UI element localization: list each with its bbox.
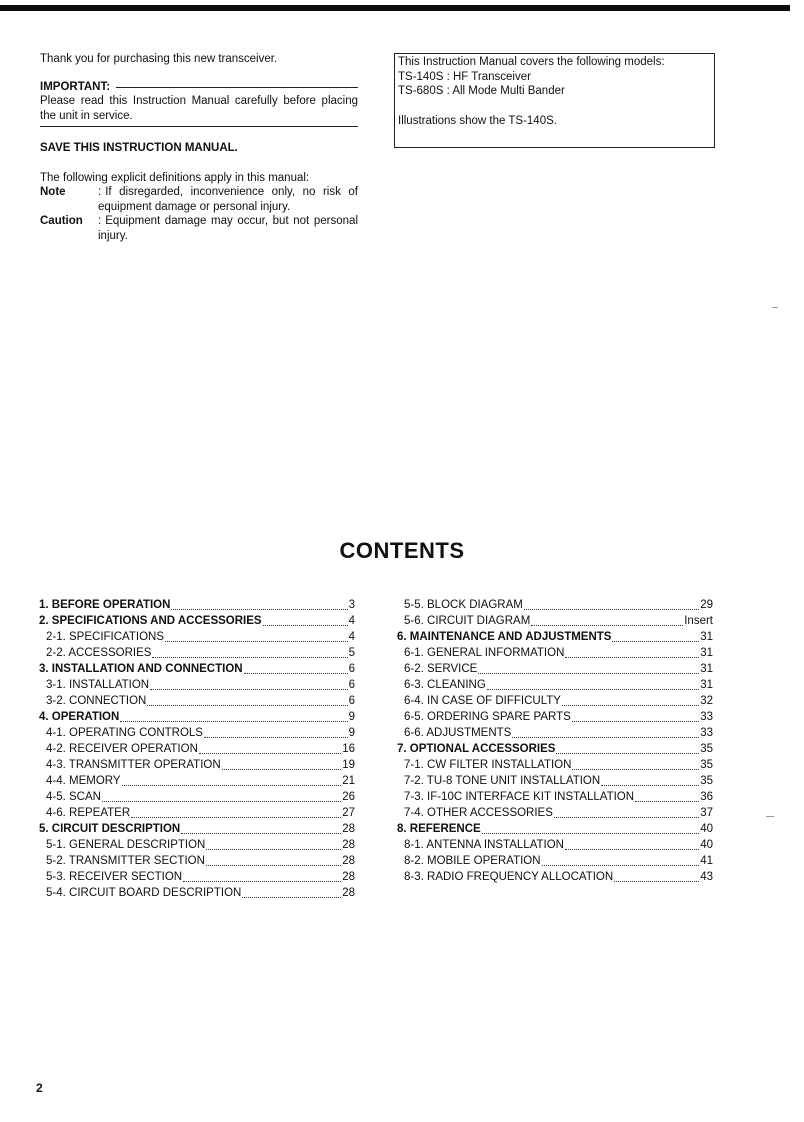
toc-leader-dots: [524, 608, 699, 610]
toc-entry-page: 6: [348, 663, 355, 675]
toc-entry-label: 5-3. RECEIVER SECTION: [46, 871, 183, 883]
toc-entry-page: 21: [342, 775, 355, 787]
toc-entry-page: 19: [342, 759, 355, 771]
toc-entry: [397, 614, 713, 630]
toc-entry: [39, 822, 355, 838]
toc-entry-label: 2-1. SPECIFICATIONS: [46, 631, 165, 643]
toc-entry-page: 4: [348, 615, 355, 627]
toc-entry-label: 6-3. CLEANING: [404, 679, 486, 691]
toc-leader-dots: [244, 672, 348, 674]
toc-leader-dots: [614, 880, 699, 882]
toc-entry-label: 8-1. ANTENNA INSTALLATION: [404, 839, 564, 851]
toc-entry-label: 5-5. BLOCK DIAGRAM: [404, 599, 523, 611]
toc-entry: [397, 854, 713, 870]
thanks-text: Thank you for purchasing this new transceiver.: [40, 53, 278, 65]
toc-entry-page: 29: [700, 599, 713, 611]
toc-entry-label: 4. OPERATION: [39, 711, 120, 723]
toc-entry-label: 4-4. MEMORY: [46, 775, 121, 787]
important-rule: [116, 87, 358, 88]
toc-entry-page: 9: [348, 711, 355, 723]
toc-entry-page: Insert: [684, 615, 713, 627]
toc-leader-dots: [199, 752, 341, 754]
toc-entry-label: 6. MAINTENANCE AND ADJUSTMENTS: [397, 631, 612, 643]
toc-entry-page: 28: [342, 871, 355, 883]
toc-leader-dots: [482, 832, 699, 834]
contents-title: CONTENTS: [339, 538, 465, 563]
toc-entry: [397, 870, 713, 886]
toc-entry: [397, 838, 713, 854]
toc-entry-page: 31: [700, 679, 713, 691]
toc-entry-page: 28: [342, 823, 355, 835]
toc-entry-page: 40: [700, 823, 713, 835]
toc-entry-label: 8-2. MOBILE OPERATION: [404, 855, 541, 867]
toc-leader-dots: [512, 736, 699, 738]
toc-entry-page: 28: [342, 839, 355, 851]
toc-entry-label: 7-3. IF-10C INTERFACE KIT INSTALLATION: [404, 791, 635, 803]
toc-entry-page: 28: [342, 887, 355, 899]
toc-entry-page: 37: [700, 807, 713, 819]
toc-entry: [39, 598, 355, 614]
toc-entry-page: 5: [348, 647, 355, 659]
toc-entry: [39, 614, 355, 630]
toc-entry-label: 7-4. OTHER ACCESSORIES: [404, 807, 553, 819]
toc-leader-dots: [531, 624, 683, 626]
toc-leader-dots: [572, 768, 699, 770]
toc-leader-dots: [478, 672, 699, 674]
intro-section: [40, 52, 358, 243]
toc-leader-dots: [102, 800, 341, 802]
toc-entry-label: 6-5. ORDERING SPARE PARTS: [404, 711, 571, 723]
toc-entry: [397, 806, 713, 822]
toc-entry-label: 2-2. ACCESSORIES: [46, 647, 152, 659]
toc-leader-dots: [565, 656, 699, 658]
important-text: Please read this Instruction Manual carefully before placing the unit in service.: [40, 94, 358, 127]
toc-entry-label: 3. INSTALLATION AND CONNECTION: [39, 663, 243, 675]
toc-entry-page: 9: [348, 727, 355, 739]
toc-entry: [397, 822, 713, 838]
toc-entry: [39, 790, 355, 806]
toc-entry: [39, 838, 355, 854]
toc-entry-page: 36: [700, 791, 713, 803]
important-heading: [40, 80, 358, 95]
toc-entry-label: 7-1. CW FILTER INSTALLATION: [404, 759, 572, 771]
toc-entry: [39, 678, 355, 694]
toc-entry: [39, 710, 355, 726]
save-manual-heading: SAVE THIS INSTRUCTION MANUAL.: [40, 142, 238, 154]
toc-leader-dots: [554, 816, 699, 818]
toc-entry-label: 6-1. GENERAL INFORMATION: [404, 647, 565, 659]
toc-entry-page: 3: [348, 599, 355, 611]
toc-entry-label: 4-5. SCAN: [46, 791, 101, 803]
toc-entry-label: 8-3. RADIO FREQUENCY ALLOCATION: [404, 871, 614, 883]
toc-entry-page: 27: [342, 807, 355, 819]
toc-leader-dots: [562, 704, 699, 706]
toc-entry-label: 4-2. RECEIVER OPERATION: [46, 743, 198, 755]
toc-leader-dots: [487, 688, 699, 690]
illustrations-note: Illustrations show the TS-140S.: [398, 114, 557, 127]
toc-entry: [397, 694, 713, 710]
toc-entry-label: 6-6. ADJUSTMENTS: [404, 727, 512, 739]
toc-leader-dots: [206, 848, 341, 850]
toc-entry-label: 7-2. TU-8 TONE UNIT INSTALLATION: [404, 775, 601, 787]
toc-entry-page: 33: [700, 727, 713, 739]
toc-leader-dots: [635, 800, 699, 802]
scan-mark: [772, 307, 778, 308]
toc-entry-page: 35: [700, 775, 713, 787]
toc-entry-label: 1. BEFORE OPERATION: [39, 599, 171, 611]
toc-leader-dots: [572, 720, 699, 722]
toc-entry-page: 43: [700, 871, 713, 883]
definition-term: Note: [40, 186, 66, 198]
toc-leader-dots: [565, 848, 699, 850]
toc-entry: [397, 790, 713, 806]
toc-entry: [39, 854, 355, 870]
toc-entry: [39, 774, 355, 790]
toc-leader-dots: [556, 752, 699, 754]
definition-note: [40, 185, 358, 214]
toc-entry-page: 26: [342, 791, 355, 803]
toc-entry-page: 41: [700, 855, 713, 867]
definition-caution: [40, 214, 358, 243]
toc-entry-page: 35: [700, 743, 713, 755]
toc-entry-page: 4: [348, 631, 355, 643]
toc-entry: [397, 662, 713, 678]
top-rule: [0, 5, 790, 11]
toc-entry: [39, 758, 355, 774]
toc-entry: [39, 886, 355, 902]
toc-entry-page: 16: [342, 743, 355, 755]
toc-entry-label: 6-4. IN CASE OF DIFFICULTY: [404, 695, 561, 707]
toc-entry-page: 31: [700, 631, 713, 643]
toc-entry-label: 4-6. REPEATER: [46, 807, 131, 819]
toc-leader-dots: [542, 864, 700, 866]
toc-leader-dots: [165, 640, 348, 642]
toc-leader-dots: [222, 768, 342, 770]
page-number: 2: [36, 1081, 43, 1095]
definition-text: : Equipment damage may occur, but not personal injury.: [98, 215, 358, 242]
toc-entry-label: 3-2. CONNECTION: [46, 695, 147, 707]
toc-leader-dots: [206, 864, 341, 866]
toc-right-column: [397, 598, 713, 886]
toc-leader-dots: [152, 656, 347, 658]
definitions-intro: The following explicit definitions apply in this manual:: [40, 171, 310, 184]
models-intro: This Instruction Manual covers the following models:: [398, 56, 665, 68]
toc-leader-dots: [204, 736, 348, 738]
toc-entry-label: 8. REFERENCE: [397, 823, 481, 835]
toc-leader-dots: [242, 896, 341, 898]
toc-entry: [39, 646, 355, 662]
toc-leader-dots: [120, 720, 347, 722]
toc-entry-label: 5-6. CIRCUIT DIAGRAM: [404, 615, 531, 627]
scan-mark: [766, 816, 774, 817]
toc-entry: [39, 662, 355, 678]
toc-entry-label: 5-1. GENERAL DESCRIPTION: [46, 839, 206, 851]
toc-entry-label: 5-2. TRANSMITTER SECTION: [46, 855, 205, 867]
toc-entry-label: 4-3. TRANSMITTER OPERATION: [46, 759, 221, 771]
toc-entry-label: 3-1. INSTALLATION: [46, 679, 150, 691]
toc-leader-dots: [171, 608, 347, 610]
toc-entry: [397, 678, 713, 694]
toc-entry: [397, 758, 713, 774]
toc-entry-page: 33: [700, 711, 713, 723]
toc-left-column: [39, 598, 355, 902]
toc-leader-dots: [263, 624, 348, 626]
toc-entry: [397, 646, 713, 662]
toc-entry-label: 7. OPTIONAL ACCESSORIES: [397, 743, 556, 755]
toc-leader-dots: [183, 880, 341, 882]
toc-leader-dots: [181, 832, 341, 834]
toc-entry-page: 31: [700, 647, 713, 659]
important-label: IMPORTANT:: [40, 80, 111, 93]
toc-leader-dots: [122, 784, 342, 786]
toc-entry: [397, 710, 713, 726]
model-ts-140s: TS-140S : HF Transceiver: [398, 70, 531, 83]
toc-entry-label: 5. CIRCUIT DESCRIPTION: [39, 823, 181, 835]
toc-entry: [39, 742, 355, 758]
toc-entry: [39, 870, 355, 886]
toc-entry-page: 40: [700, 839, 713, 851]
toc-entry-label: 6-2. SERVICE: [404, 663, 478, 675]
toc-entry: [39, 806, 355, 822]
toc-entry-page: 32: [700, 695, 713, 707]
toc-entry-page: 35: [700, 759, 713, 771]
toc-leader-dots: [601, 784, 699, 786]
toc-entry-page: 31: [700, 663, 713, 675]
models-box: [394, 53, 715, 148]
model-ts-680s: TS-680S : All Mode Multi Bander: [398, 85, 565, 97]
toc-entry-label: 4-1. OPERATING CONTROLS: [46, 727, 203, 739]
toc-entry-label: 2. SPECIFICATIONS AND ACCESSORIES: [39, 615, 262, 627]
toc-leader-dots: [131, 816, 341, 818]
definition-term: Caution: [40, 215, 83, 227]
toc-entry-label: 5-4. CIRCUIT BOARD DESCRIPTION: [46, 887, 242, 899]
toc-leader-dots: [150, 688, 347, 690]
definition-text: : If disregarded, inconvenience only, no risk of equipment damage or personal injury.: [98, 186, 358, 213]
toc-entry: [397, 774, 713, 790]
toc-entry-page: 28: [342, 855, 355, 867]
toc-entry: [397, 630, 713, 646]
toc-entry: [397, 726, 713, 742]
toc-entry: [39, 726, 355, 742]
toc-entry-page: 6: [348, 679, 355, 691]
toc-leader-dots: [612, 640, 699, 642]
toc-entry: [397, 742, 713, 758]
toc-entry-page: 6: [348, 695, 355, 707]
toc-leader-dots: [147, 704, 347, 706]
toc-entry: [39, 694, 355, 710]
toc-entry: [397, 598, 713, 614]
toc-entry: [39, 630, 355, 646]
